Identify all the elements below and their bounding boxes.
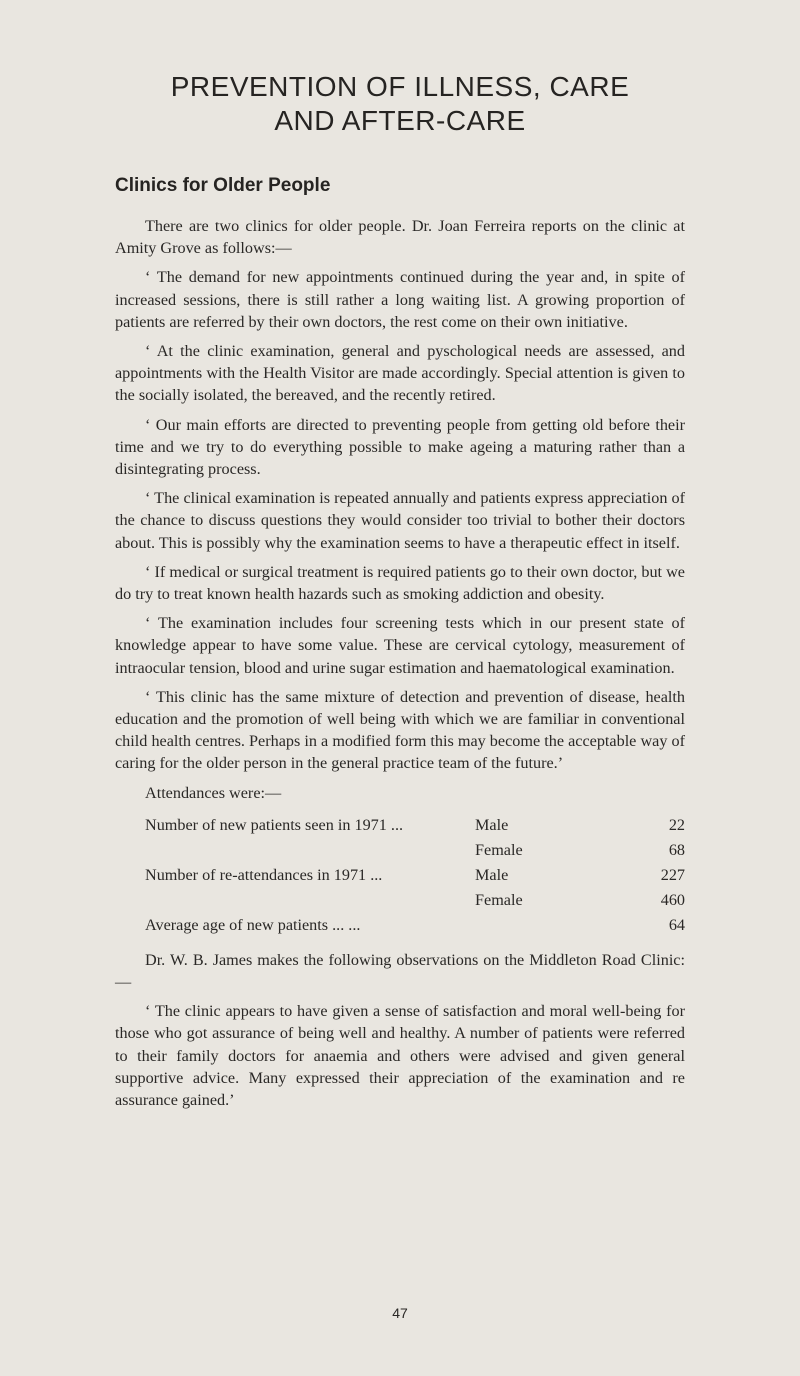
row-label: Average age of new patients ... ... [145, 915, 361, 934]
row-sex: Male [475, 815, 509, 834]
table-row [145, 839, 685, 864]
page-title-line-1: PREVENTION OF ILLNESS, CARE [170, 71, 630, 102]
paragraph: ‘ The demand for new appointments continued during the year and, in spite of increased sessions, there is still rather a long waiting list. A growing proportion of patients are referred by their own doctors, the rest come on their own initiative. [115, 268, 685, 331]
row-value: 227 [660, 865, 685, 884]
row-sex: Male [475, 865, 509, 884]
row-value: 68 [668, 840, 685, 859]
paragraph: ‘ At the clinic examination, general and pyschological needs are assessed, and appointments with the Health Visitor are made accordingly. Special attention is given to the socially isolated, the bereaved, and the recently retired. [115, 342, 685, 405]
row-sex: Female [475, 890, 523, 909]
table-row [145, 889, 685, 914]
table-row [145, 914, 685, 939]
paragraph: ‘ Our main efforts are directed to preventing people from getting old before their time and we try to do everything possible to make ageing a maturing rather than a disintegrating process. [115, 415, 685, 479]
table-row [145, 814, 685, 839]
section-heading: Clinics for Older People [115, 175, 331, 196]
row-value: 22 [668, 815, 685, 834]
row-value: 64 [668, 915, 685, 934]
row-label: Number of new patients seen in 1971 ... [145, 815, 404, 834]
paragraph: ‘ The examination includes four screening tests which in our present state of knowledge appear to have some value. These are cervical cytology, measurement of intraocular tension, blood and urine sugar estimation and haematological examination. [115, 614, 685, 677]
paragraph: There are two clinics for older people. Dr. Joan Ferreira reports on the clinic at Amity Grove as follows:— [115, 217, 685, 258]
paragraph: Dr. W. B. James makes the following observations on the Middleton Road Clinic:— [115, 950, 685, 992]
paragraph: ‘ This clinic has the same mixture of detection and prevention of disease, health education and the promotion of well being with which we are familiar in conventional child health centres. Perhaps in a modified form this may become the acceptable way of caring for the older person in the general practice team of the future.’ [115, 687, 685, 773]
row-sex: Female [475, 840, 523, 859]
page-title-line-2: AND AFTER-CARE [274, 105, 526, 136]
page-number: 47 [392, 1305, 408, 1321]
paragraph: Attendances were:— [145, 783, 282, 802]
paragraph: ‘ If medical or surgical treatment is required patients go to their own doctor, but we do try to treat known health hazards such as smoking addiction and obesity. [115, 562, 685, 604]
row-value: 460 [660, 890, 685, 909]
page-title [0, 70, 800, 138]
paragraph: ‘ The clinical examination is repeated annually and patients express appreciation of the chance to discuss questions they would consider too trivial to bother their doctors about. This is possibly why the examination seems to have a therapeutic effect in itself. [115, 489, 685, 552]
body-text [115, 215, 685, 1118]
paragraph: ‘ The clinic appears to have given a sense of satisfaction and moral well-being for those who got assurance of being well and healthy. A number of patients were referred to their family doctors for anaemia and others were advised and given general supportive advice. Many expressed their appreciation of the examination and re assurance gained.’ [115, 1002, 685, 1110]
table-row [145, 864, 685, 889]
row-label: Number of re-attendances in 1971 ... [145, 865, 383, 884]
attendances-table [145, 814, 685, 939]
